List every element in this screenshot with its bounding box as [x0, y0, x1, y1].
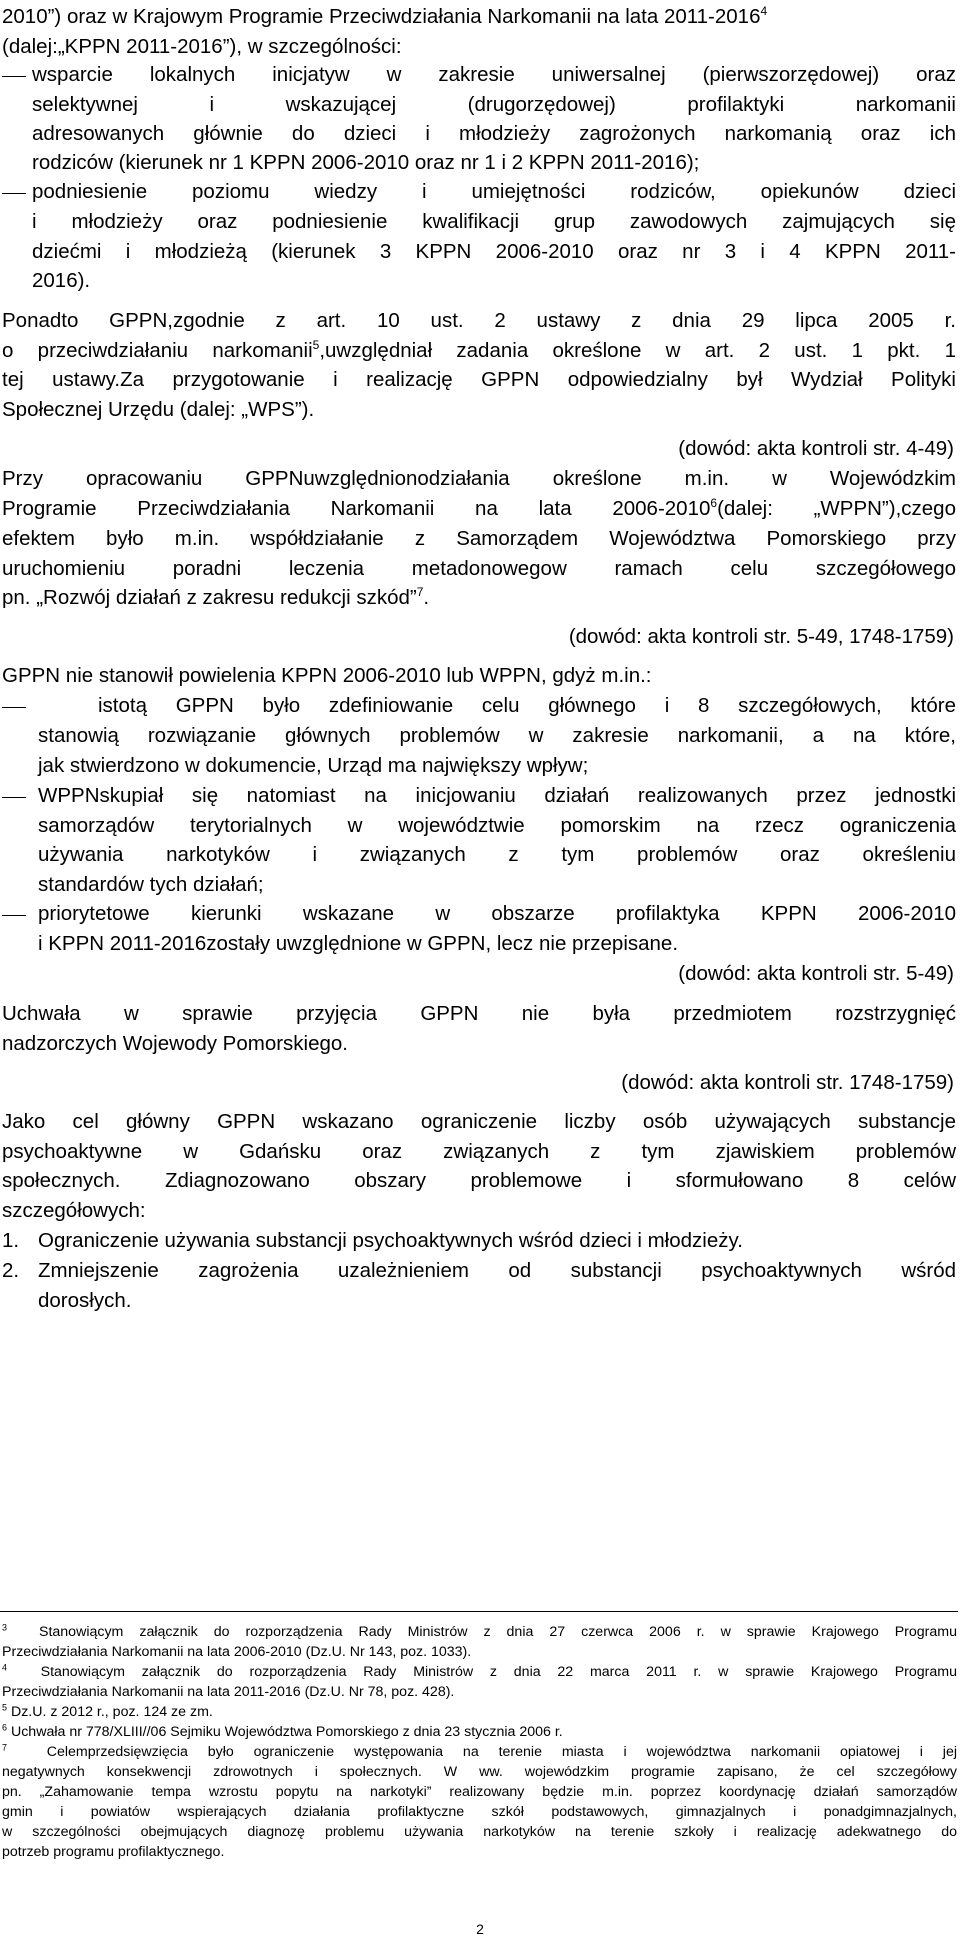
text-line: nadzorczych Wojewody Pomorskiego.	[2, 1032, 348, 1055]
text-line: Programie Przeciwdziałania Narkomanii na lata 2006-2010$^6$(dalej: „WPPN”),czego	[2, 496, 956, 520]
text-line: Uchwała w sprawie przyjęcia GPPN nie była przedmiotem rozstrzygnięć	[2, 1002, 956, 1025]
text-line: społecznych. Zdiagnozowano obszary problemowe i sformułowano 8 celów	[2, 1169, 956, 1192]
text-line: Społecznej Urzędu (dalej: „WPS”).	[2, 398, 315, 421]
text-line: selektywnej i wskazującej (drugorzędowej) profilaktyki narkomanii	[32, 93, 956, 116]
list-item: Ograniczenie używania substancji psychoaktywnych wśród dzieci i młodzieży.	[38, 1229, 743, 1252]
text-line: GPPN nie stanowił powielenia KPPN 2006-2010 lub WPPN, gdyż m.in.:	[2, 664, 652, 687]
footnote: $^5$ Dz.U. z 2012 r., poz. 124 ze zm.	[2, 1702, 213, 1720]
text-line: i młodzieży oraz podniesienie kwalifikacji grup zawodowych zajmujących się	[32, 210, 956, 233]
footnote-line: Przeciwdziałania Narkomanii na lata 2011-2016 (Dz.U. Nr 78, poz. 428).	[2, 1684, 455, 1700]
text-line: tej ustawy.Za przygotowanie i realizację GPPN odpowiedzialny był Wydział Polityki	[2, 368, 956, 391]
page-number: 2	[476, 1921, 484, 1937]
footnote-separator	[0, 1611, 958, 1612]
text-line: efektem było m.in. współdziałanie z Samorządem Województwa Pomorskiego przy	[2, 527, 956, 550]
text-line: psychoaktywne w Gdańsku oraz związanych z tym zjawiskiem problemów	[2, 1140, 956, 1163]
text-line: samorządów terytorialnych w województwie pomorskim na rzecz ograniczenia	[38, 814, 956, 837]
text-line: 2016).	[32, 269, 91, 292]
text-line: rodziców (kierunek nr 1 KPPN 2006-2010 oraz nr 1 i 2 KPPN 2011-2016);	[32, 151, 700, 174]
bullet-dash	[2, 915, 26, 916]
text-line: standardów tych działań;	[38, 873, 264, 896]
evidence-note: (dowód: akta kontroli str. 4-49)	[678, 437, 954, 460]
text-line: Ponadto GPPN,zgodnie z art. 10 ust. 2 ustawy z dnia 29 lipca 2005 r.	[2, 309, 956, 332]
evidence-note: (dowód: akta kontroli str. 5-49, 1748-1759)	[568, 625, 954, 648]
footnote: $^3$ Stanowiącym załącznik do rozporządzenia Rady Ministrów z dnia 27 czerwca 2006 r. w sprawie Krajowego Programu	[2, 1622, 957, 1640]
text-line: i KPPN 2011-2016zostały uwzględnione w GPPN, lecz nie przepisane.	[38, 932, 679, 955]
evidence-note: (dowód: akta kontroli str. 5-49)	[678, 962, 954, 985]
text-line: o przeciwdziałaniu narkomanii$^5$,uwzględniał zadania określone w art. 2 ust. 1 pkt. 1	[2, 338, 956, 362]
bullet-dash	[2, 797, 26, 798]
text-line: podniesienie poziomu wiedzy i umiejętności rodziców, opiekunów dzieci	[32, 180, 956, 203]
list-number: 1.	[2, 1229, 20, 1252]
text-line: jak stwierdzono w dokumencie, Urząd ma największy wpływ;	[38, 754, 589, 777]
footnote-line: pn. „Zahamowanie tempa wzrostu popytu na narkotyki” realizowany będzie m.in. poprzez koordynację działań samorządów	[2, 1784, 957, 1800]
text-line: szczegółowych:	[2, 1199, 146, 1222]
bullet-dash	[2, 76, 26, 77]
footnote-line: potrzeb programu profilaktycznego.	[2, 1844, 225, 1860]
footnote-line: gmin i powiatów wspierających działania profilaktyczne szkół podstawowych, gimnazjalnych i ponadgimnazjalnych,	[2, 1804, 957, 1820]
text-line: dorosłych.	[38, 1289, 132, 1312]
text-line: używania narkotyków i związanych z tym problemów oraz określeniu	[38, 843, 956, 866]
text-line: 2010”) oraz w Krajowym Programie Przeciwdziałania Narkomanii na lata 2011-2016$^4$	[2, 4, 768, 28]
footnote-line: negatywnych konsekwencji zdrowotnych i społecznych. W ww. wojewódzkim programie zapisano, że cel szczegółowy	[2, 1764, 957, 1780]
footnote: $^7$ Celemprzedsięwzięcia było ograniczenie występowania na terenie miasta i województwa narkomanii opiatowej i jej	[2, 1742, 957, 1760]
list-item: Zmniejszenie zagrożenia uzależnieniem od substancji psychoaktywnych wśród	[38, 1259, 956, 1282]
footnote-line: w szczególności obejmujących diagnozę problemu używania narkotyków na terenie szkoły i realizację adekwatnego do	[2, 1824, 957, 1840]
text-line: pn. „Rozwój działań z zakresu redukcji szkód”$^7$.	[2, 585, 430, 609]
footnote: $^4$ Stanowiącym załącznik do rozporządzenia Rady Ministrów z dnia 22 marca 2011 r. w sprawie Krajowego Programu	[2, 1662, 957, 1680]
bullet-dash	[2, 707, 26, 708]
text-line: Jako cel główny GPPN wskazano ograniczenie liczby osób używających substancje	[2, 1110, 956, 1133]
text-line: (dalej:„KPPN 2011-2016”), w szczególności:	[2, 35, 402, 58]
text-line: WPPNskupiał się natomiast na inicjowaniu działań realizowanych przez jednostki	[38, 784, 956, 807]
footnote: $^6$ Uchwała nr 778/XLIII//06 Sejmiku Województwa Pomorskiego z dnia 23 stycznia 2006 r.	[2, 1722, 563, 1740]
list-number: 2.	[2, 1259, 20, 1282]
evidence-note: (dowód: akta kontroli str. 1748-1759)	[621, 1071, 954, 1094]
text-line: wsparcie lokalnych inicjatyw w zakresie uniwersalnej (pierwszorzędowej) oraz	[32, 63, 956, 86]
text-line: dziećmi i młodzieżą (kierunek 3 KPPN 2006-2010 oraz nr 3 i 4 KPPN 2011-	[32, 240, 956, 263]
footnote-line: Przeciwdziałania Narkomanii na lata 2006-2010 (Dz.U. Nr 143, poz. 1033).	[2, 1644, 472, 1660]
text-line: Przy opracowaniu GPPNuwzględnionodziałania określone m.in. w Wojewódzkim	[2, 467, 956, 490]
text-line: adresowanych głównie do dzieci i młodzieży zagrożonych narkomanią oraz ich	[32, 122, 956, 145]
bullet-dash	[2, 193, 26, 194]
text-line: uruchomieniu poradni leczenia metadonowegow ramach celu szczegółowego	[2, 557, 956, 580]
text-line: istotą GPPN było zdefiniowanie celu głównego i 8 szczegółowych, które	[98, 694, 956, 717]
text-line: stanowią rozwiązanie głównych problemów w zakresie narkomanii, a na które,	[38, 724, 956, 747]
text-line: priorytetowe kierunki wskazane w obszarze profilaktyka KPPN 2006-2010	[38, 902, 956, 925]
